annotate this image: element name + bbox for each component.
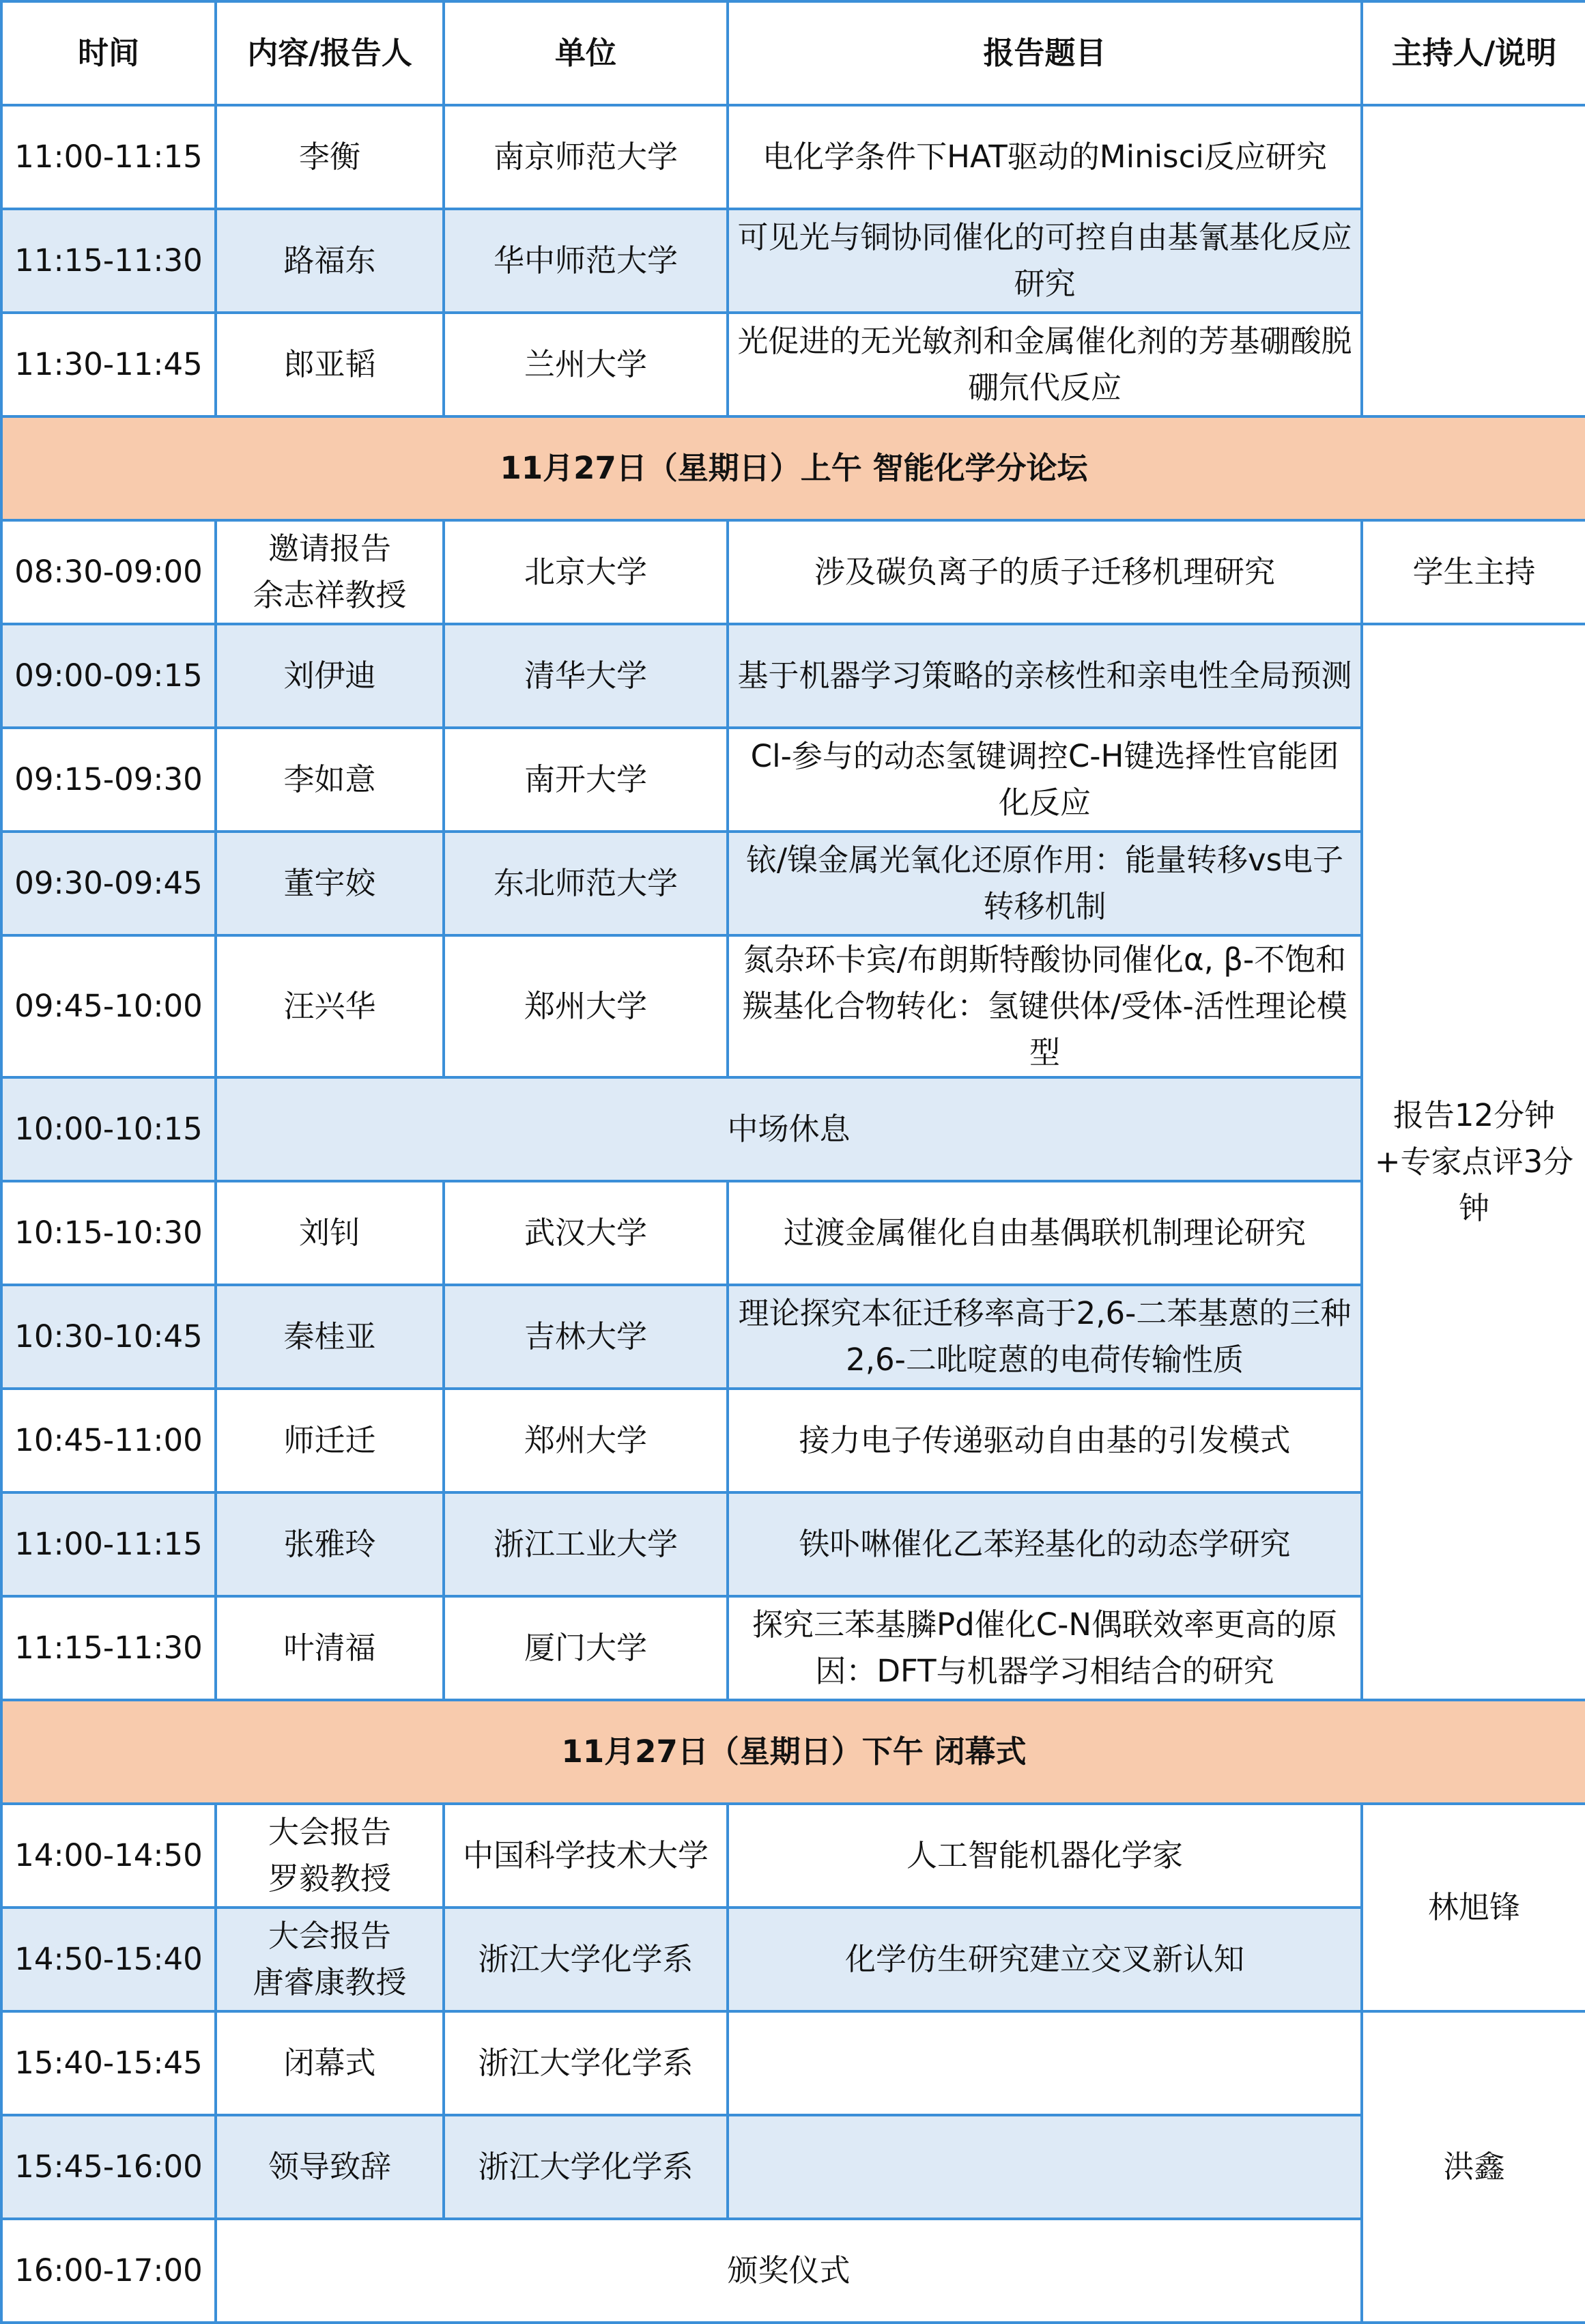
cell-time: 10:45-11:00 [1,1389,216,1492]
cell-time: 16:00-17:00 [1,2219,216,2323]
cell-time: 09:15-09:30 [1,728,216,832]
cell-unit: 中国科学技术大学 [444,1804,728,1908]
cell-speaker: 师迁迁 [216,1389,444,1492]
table-row [1,935,1585,1077]
cell-title: 探究三苯基膦Pd催化C-N偶联效率更高的原因：DFT与机器学习相结合的研究 [728,1596,1362,1700]
header-row [1,1,1585,105]
cell-speaker: 领导致辞 [216,2115,444,2219]
table-row [1,2219,1585,2323]
cell-time: 11:15-11:30 [1,209,216,313]
cell-title: 铱/镍金属光氧化还原作用：能量转移vs电子转移机制 [728,832,1362,935]
cell-title: 可见光与铜协同催化的可控自由基氰基化反应研究 [728,209,1362,313]
cell-time: 08:30-09:00 [1,520,216,624]
cell-title: 理论探究本征迁移率高于2,6-二苯基蒽的三种2,6-二吡啶蒽的电荷传输性质 [728,1285,1362,1389]
cell-unit: 南开大学 [444,728,728,832]
header-host: 主持人/说明 [1362,1,1585,105]
cell-title: 过渡金属催化自由基偶联机制理论研究 [728,1181,1362,1285]
cell-speaker: 闭幕式 [216,2011,444,2115]
cell-unit: 浙江工业大学 [444,1492,728,1596]
cell-unit: 北京大学 [444,520,728,624]
cell-time: 15:40-15:45 [1,2011,216,2115]
cell-time: 09:00-09:15 [1,624,216,728]
cell-time: 10:15-10:30 [1,1181,216,1285]
table-row [1,1908,1585,2011]
cell-speaker: 李如意 [216,728,444,832]
cell-time: 14:50-15:40 [1,1908,216,2011]
cell-title: 人工智能机器化学家 [728,1804,1362,1908]
cell-title: 电化学条件下HAT驱动的Minisci反应研究 [728,105,1362,209]
cell-speaker: 张雅玲 [216,1492,444,1596]
table-row [1,2011,1585,2115]
cell-unit: 浙江大学化学系 [444,2115,728,2219]
cell-time: 11:00-11:15 [1,105,216,209]
cell-time: 11:15-11:30 [1,1596,216,1700]
cell-time: 10:30-10:45 [1,1285,216,1389]
cell-unit: 浙江大学化学系 [444,1908,728,2011]
cell-time: 14:00-14:50 [1,1804,216,1908]
cell-title: 接力电子传递驱动自由基的引发模式 [728,1389,1362,1492]
table-row [1,209,1585,313]
section-row [1,1700,1585,1804]
table-row [1,1492,1585,1596]
table-row [1,832,1585,935]
section-title: 11月27日（星期日）上午 智能化学分论坛 [1,416,1585,520]
section-title: 11月27日（星期日）下午 闭幕式 [1,1700,1585,1804]
table-row [1,1804,1585,1908]
cell-title: 涉及碳负离子的质子迁移机理研究 [728,520,1362,624]
table-row [1,1285,1585,1389]
cell-unit: 华中师范大学 [444,209,728,313]
header-time: 时间 [1,1,216,105]
cell-unit: 吉林大学 [444,1285,728,1389]
cell-host-note: 报告12分钟+专家点评3分钟 [1362,624,1585,1700]
cell-speaker: 秦桂亚 [216,1285,444,1389]
table-row [1,1077,1585,1181]
cell-break: 中场休息 [216,1077,1362,1181]
cell-time: 09:45-10:00 [1,935,216,1077]
cell-speaker: 邀请报告 余志祥教授 [216,520,444,624]
table-row [1,1596,1585,1700]
section-row [1,416,1585,520]
cell-speaker: 刘钊 [216,1181,444,1285]
table-row [1,728,1585,832]
cell-unit: 浙江大学化学系 [444,2011,728,2115]
cell-unit: 武汉大学 [444,1181,728,1285]
cell-title: 化学仿生研究建立交叉新认知 [728,1908,1362,2011]
cell-speaker: 汪兴华 [216,935,444,1077]
cell-speaker: 大会报告 唐睿康教授 [216,1908,444,2011]
header-unit: 单位 [444,1,728,105]
cell-title: 铁卟啉催化乙苯羟基化的动态学研究 [728,1492,1362,1596]
header-title: 报告题目 [728,1,1362,105]
cell-host-empty [1362,105,1585,416]
cell-host: 洪鑫 [1362,2011,1585,2323]
cell-title [728,2011,1362,2115]
table-row [1,1181,1585,1285]
cell-speaker: 刘伊迪 [216,624,444,728]
cell-unit: 东北师范大学 [444,832,728,935]
cell-speaker: 李衡 [216,105,444,209]
table-row [1,313,1585,416]
cell-speaker: 郎亚韬 [216,313,444,416]
cell-unit: 清华大学 [444,624,728,728]
cell-time: 10:00-10:15 [1,1077,216,1181]
cell-time: 09:30-09:45 [1,832,216,935]
table-row [1,520,1585,624]
table-row [1,105,1585,209]
header-speaker: 内容/报告人 [216,1,444,105]
cell-ceremony: 颁奖仪式 [216,2219,1362,2323]
cell-speaker: 叶清福 [216,1596,444,1700]
cell-speaker: 大会报告 罗毅教授 [216,1804,444,1908]
table-row [1,2115,1585,2219]
cell-unit: 南京师范大学 [444,105,728,209]
cell-time: 11:30-11:45 [1,313,216,416]
cell-unit: 厦门大学 [444,1596,728,1700]
cell-time: 15:45-16:00 [1,2115,216,2219]
cell-title: Cl-参与的动态氢键调控C-H键选择性官能团化反应 [728,728,1362,832]
table-row [1,624,1585,728]
cell-unit: 郑州大学 [444,1389,728,1492]
table-row [1,1389,1585,1492]
cell-speaker: 董宇姣 [216,832,444,935]
cell-title: 光促进的无光敏剂和金属催化剂的芳基硼酸脱硼氘代反应 [728,313,1362,416]
cell-unit: 郑州大学 [444,935,728,1077]
cell-title: 氮杂环卡宾/布朗斯特酸协同催化α, β-不饱和羰基化合物转化：氢键供体/受体-活性理论模型 [728,935,1362,1077]
cell-host: 学生主持 [1362,520,1585,624]
cell-title: 基于机器学习策略的亲核性和亲电性全局预测 [728,624,1362,728]
cell-time: 11:00-11:15 [1,1492,216,1596]
cell-unit: 兰州大学 [444,313,728,416]
cell-title [728,2115,1362,2219]
cell-host: 林旭锋 [1362,1804,1585,2011]
cell-speaker: 路福东 [216,209,444,313]
